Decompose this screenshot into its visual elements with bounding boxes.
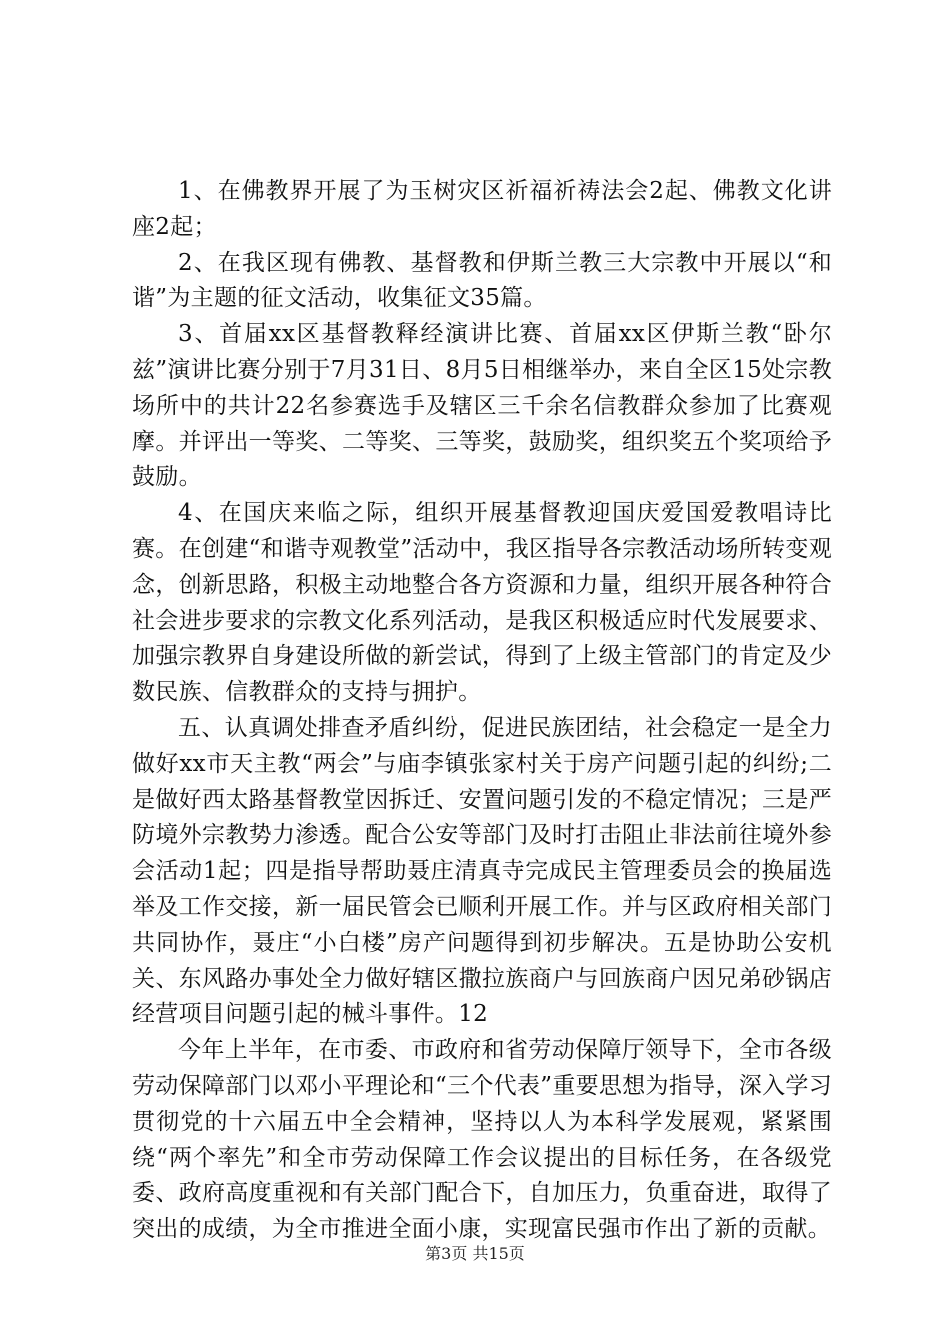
paragraph-essay-contest: 2、在我区现有佛教、基督教和伊斯兰教三大宗教中开展以“和谐”为主题的征文活动，收集征文35篇。 [132,249,832,312]
paragraph-labor-security-summary: 今年上半年，在市委、市政府和省劳动保障厅领导下，全市各级劳动保障部门以邓小平理论和“三个代表”重要思想为指导，深入学习贯彻党的十六届五中全会精神，坚持以人为本科学发展观，紧紧围绕“两个率先”和全市劳动保障工作会议提出的目标任务，在各级党委、政府高度重视和有关部门配合下，自加压力，负重奋进，取得了突出的成绩，为全市推进全面小康，实现富民强市作出了新的贡献。 [132,1037,832,1243]
paragraph-buddhism-events: 1、在佛教界开展了为玉树灾区祈福祈祷法会2起、佛教文化讲座2起； [132,178,832,240]
paragraph-speech-contest: 3、首届xx区基督教释经演讲比赛、首届xx区伊斯兰教“卧尔兹”演讲比赛分别于7月31日、8月5日相继举办，来自全区15处宗教场所中的共计22名参赛选手及辖区三千余名信教群众参加了比赛观摩。并评出一等奖、二等奖、三等奖，鼓励奖，组织奖五个奖项给予鼓励。 [132,321,832,491]
paragraph-national-day-choir: 4、在国庆来临之际，组织开展基督教迎国庆爱国爱教唱诗比赛。在创建“和谐寺观教堂”活动中，我区指导各宗教活动场所转变观念，创新思路，积极主动地整合各方资源和力量，组织开展各种符合社会进步要求的宗教文化系列活动，是我区积极适应时代发展要求、加强宗教界自身建设所做的新尝试，得到了上级主管部门的肯定及少数民族、信教群众的支持与拥护。 [132,500,832,706]
page-number-footer: 第3页 共15页 [425,1244,525,1263]
paragraph-dispute-resolution: 五、认真调处排查矛盾纠纷，促进民族团结，社会稳定一是全力做好xx市天主教“两会”与庙李镇张家村关于房产问题引起的纠纷;二是做好西太路基督教堂因拆迁、安置问题引发的不稳定情况；三是严防境外宗教势力渗透。配合公安等部门及时打击阻止非法前往境外参会活动1起；四是指导帮助聂庄清真寺完成民主管理委员会的换届选举及工作交接，新一届民管会已顺利开展工作。并与区政府相关部门共同协作，聂庄“小白楼”房产问题得到初步解决。五是协助公安机关、东风路办事处全力做好辖区撒拉族商户与回族商户因兄弟砂锅店经营项目问题引起的械斗事件。12 [132,714,832,1028]
document-body [132,174,832,1248]
